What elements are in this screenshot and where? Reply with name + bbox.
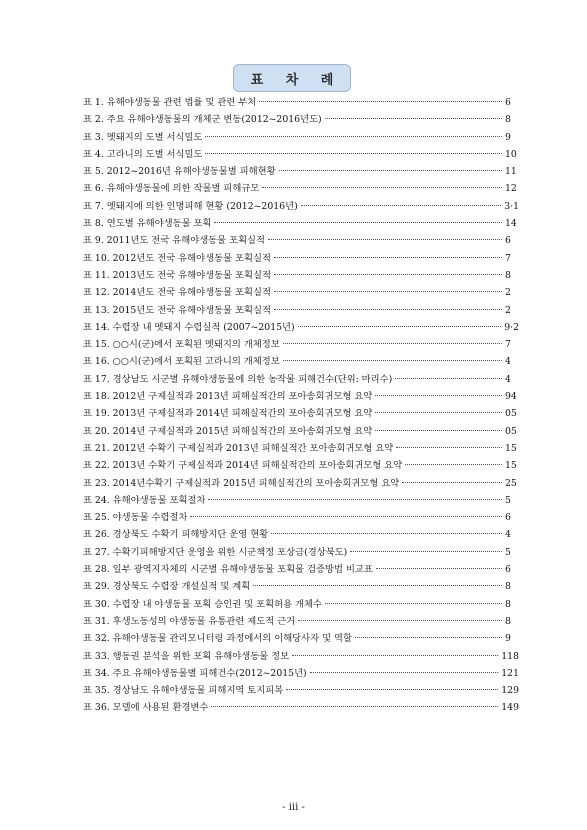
page-title (233, 64, 351, 92)
dot-leader (396, 447, 502, 448)
toc-entry[interactable] (83, 94, 519, 111)
dot-leader (208, 499, 502, 500)
toc-entry-page: 149 (501, 702, 519, 714)
dot-leader (310, 672, 499, 673)
toc-entry[interactable] (83, 630, 519, 647)
dot-leader (283, 360, 502, 361)
toc-entry-title: 표 21. 2012년 수확기 구제실적과 2013년 피해실적간 포아송회귀모형 요약 (83, 442, 394, 454)
dot-leader (274, 257, 502, 258)
toc-entry-title: 표 34. 주요 유해야생동물별 피해건수(2012~2015년) (83, 667, 307, 679)
toc-entry-title: 표 19. 2013년 구제실적과 2014년 피해실적간의 포아송회귀모형 요약 (83, 408, 373, 420)
dot-leader (375, 430, 502, 431)
toc-entry-title: 표 10. 2012년도 전국 유해야생동물 포획실적 (83, 252, 271, 264)
toc-entry-page: 8 (505, 581, 511, 593)
toc-entry-page: 9·2 (504, 321, 519, 333)
toc-entry[interactable] (83, 613, 519, 630)
toc-entry-title: 표 22. 2013년 수확기 구제실적과 2014년 피해실적간의 포아송회귀모형 요약 (83, 460, 403, 472)
toc-entry[interactable] (83, 302, 519, 319)
toc-entry-page: 4 (505, 373, 511, 385)
toc-entry[interactable] (83, 682, 519, 699)
toc-entry-title: 표 23. 2014년수확기 구제실적과 2015년 피해실적간의 포아송회귀모형 요약 (83, 477, 400, 489)
toc-entry-page: 94 (505, 391, 517, 403)
dot-leader (262, 187, 502, 188)
dot-leader (205, 136, 502, 137)
dot-leader (292, 655, 498, 656)
toc-entry-title: 표 1. 유해야생동물 관련 법률 및 관련 부처 (83, 97, 257, 108)
toc-entry[interactable] (83, 440, 519, 457)
toc-entry-title: 표 15. ○○시(군)에서 포획된 멧돼지의 개체정보 (83, 339, 280, 351)
dot-leader (190, 516, 502, 517)
toc-entry[interactable] (83, 371, 519, 388)
toc-entry-title: 표 4. 고라니의 도별 서식밀도 (83, 148, 203, 160)
toc-entry-page: 14 (505, 218, 517, 230)
toc-entry-title: 표 6. 유해야생동물에 의한 작물별 피해규모 (83, 183, 260, 195)
toc-entry-page: 25 (505, 477, 517, 489)
dot-leader (355, 637, 502, 638)
toc-entry[interactable] (83, 699, 519, 716)
toc-entry[interactable] (83, 457, 519, 474)
toc-entry-page: 10 (505, 148, 517, 160)
dot-leader (283, 343, 502, 344)
toc-entry-page: 129 (501, 685, 519, 697)
toc-entry-page: 6 (505, 564, 511, 576)
toc-entry-page: 8 (505, 114, 511, 126)
toc-entry-page: 8 (505, 615, 511, 627)
toc-entry-title: 표 12. 2014년도 전국 유해야생동물 포획실적 (83, 287, 271, 299)
page-number: - iii - (282, 802, 305, 813)
dot-leader (325, 118, 502, 119)
toc-entry[interactable] (83, 578, 519, 595)
dot-leader (271, 533, 502, 534)
toc-entry-page: 6 (505, 97, 511, 108)
toc-entry[interactable] (83, 319, 519, 336)
dot-leader (298, 620, 502, 621)
dot-leader (274, 309, 502, 310)
toc-entry[interactable] (83, 232, 519, 249)
toc-entry[interactable] (83, 492, 519, 509)
toc-entry-title: 표 7. 멧돼지에 의한 인명피해 현황 (2012~2016년) (83, 200, 298, 212)
dot-leader (214, 222, 502, 223)
toc-entry-title: 표 18. 2012년 구제실적과 2013년 피해실적간의 포아송회귀모형 요약 (83, 391, 373, 403)
toc-entry[interactable] (83, 250, 519, 267)
toc-entry-page: 15 (505, 442, 517, 454)
toc-entry[interactable] (83, 198, 519, 215)
toc-entry-page: 8 (505, 598, 511, 610)
toc-entry[interactable] (83, 146, 519, 163)
toc-entry-title: 표 11. 2013년도 전국 유해야생동물 포획실적 (83, 269, 271, 281)
toc-entry-title: 표 14. 수렵장 내 멧돼지 수렵실적 (2007~2015년) (83, 321, 295, 333)
dot-leader (402, 482, 502, 483)
toc-entry-title: 표 8. 연도별 유해야생동물 포획 (83, 218, 212, 230)
toc-entry[interactable] (83, 336, 519, 353)
toc-entry-page: 05 (505, 408, 517, 420)
toc-entry-page: 15 (505, 460, 517, 472)
toc-entry[interactable] (83, 423, 519, 440)
dot-leader (268, 239, 502, 240)
toc-entry-page: 05 (505, 425, 517, 437)
toc-entry-title: 표 25. 야생동물 수렵절차 (83, 512, 188, 524)
toc-entry-page: 118 (501, 650, 519, 662)
dot-leader (375, 412, 502, 413)
toc-entry-title: 표 2. 주요 유해야생동물의 개체군 변동(2012~2016년도) (83, 114, 322, 126)
toc-entry-page: 4 (505, 529, 511, 541)
toc-entry-title: 표 3. 멧돼지의 도별 서식밀도 (83, 131, 203, 143)
toc-entry-title: 표 20. 2014년 구제실적과 2015년 피해실적간의 포아송회귀모형 요약 (83, 425, 373, 437)
dot-leader (274, 291, 502, 292)
toc-entry[interactable] (83, 648, 519, 665)
toc-entry-page: 5 (505, 546, 511, 558)
dot-leader (274, 274, 502, 275)
toc-entry[interactable] (83, 526, 519, 543)
toc-entry-page: 11 (505, 166, 517, 178)
toc-entry[interactable] (83, 596, 519, 613)
toc-entry-title: 표 5. 2012~2016년 유해야생동물별 피해현황 (83, 166, 276, 178)
toc-entry-title: 표 29. 경상북도 수렵장 개설실적 및 계획 (83, 581, 251, 593)
toc-entry-title: 표 16. ○○시(군)에서 포획된 고라니의 개체정보 (83, 356, 280, 368)
toc-entry[interactable] (83, 405, 519, 422)
toc-entry-page: 4 (505, 356, 511, 368)
dot-leader (325, 603, 502, 604)
dot-leader (259, 101, 502, 102)
toc-entry-title: 표 31. 후생노동성의 야생동물 유통관련 제도적 근거 (83, 615, 296, 627)
toc-entry[interactable] (83, 267, 519, 284)
toc-entry-title: 표 33. 행동권 분석을 위한 포획 유해야생동물 정보 (83, 650, 290, 662)
toc-entry[interactable] (83, 544, 519, 561)
toc-entry[interactable] (83, 475, 519, 492)
dot-leader (350, 551, 502, 552)
toc-entry[interactable] (83, 388, 519, 405)
dot-leader (279, 170, 502, 171)
dot-leader (376, 568, 502, 569)
dot-leader (405, 464, 502, 465)
toc-entry[interactable] (83, 163, 519, 180)
toc-entry-page: 5 (505, 494, 511, 506)
toc-entry-page: 3·1 (504, 200, 519, 212)
toc-entry-page: 9 (505, 633, 511, 645)
toc-entry-page: 6 (505, 512, 511, 524)
toc-entry-title: 표 32. 유해야생동물 관리모니터링 과정에서의 이해당사자 및 역할 (83, 633, 352, 645)
toc-entry[interactable] (83, 561, 519, 578)
toc-entry-title: 표 13. 2015년도 전국 유해야생동물 포획실적 (83, 304, 271, 316)
toc-entry[interactable] (83, 284, 519, 301)
toc-entry[interactable] (83, 215, 519, 232)
dot-leader (298, 326, 502, 327)
dot-leader (211, 706, 498, 707)
toc-entry[interactable] (83, 111, 519, 128)
toc-entry-page: 12 (505, 183, 517, 195)
toc-entry-page: 9 (505, 131, 511, 143)
toc-entry[interactable] (83, 180, 519, 197)
toc-entry-page: 7 (505, 339, 511, 351)
dot-leader (205, 153, 502, 154)
toc-entry-title: 표 28. 일부 광역지자체의 시군별 유해야생동물 포획물 검증방법 비교표 (83, 564, 373, 576)
toc-entry-page: 2 (505, 287, 511, 299)
toc-entry[interactable] (83, 509, 519, 526)
dot-leader (253, 585, 502, 586)
toc-entry-title: 표 27. 수확기피해방지단 운영을 위한 시군책정 포상금(경상북도) (83, 546, 348, 558)
dot-leader (301, 205, 502, 206)
dot-leader (395, 378, 502, 379)
toc-entry-page: 7 (505, 252, 511, 264)
page-title-text: 표 차 례 (250, 72, 343, 88)
toc-entry-page: 6 (505, 235, 511, 247)
toc-entry-title: 표 9. 2011년도 전국 유해야생동물 포획실적 (83, 235, 266, 247)
toc-entry[interactable] (83, 353, 519, 370)
toc-entry[interactable] (83, 665, 519, 682)
dot-leader (286, 689, 498, 690)
toc-entry-page: 121 (501, 667, 519, 679)
toc-entry-title: 표 26. 경상북도 수확기 피해방지단 운영 현황 (83, 529, 269, 541)
toc-entry-page: 8 (505, 269, 511, 281)
toc-entry-title: 표 17. 경상남도 시군별 유해야생동물에 의한 농작물 피해건수(단위: 마리수) (83, 373, 393, 385)
toc-entry[interactable] (83, 129, 519, 146)
toc-entry-title: 표 36. 모델에 사용된 환경변수 (83, 702, 209, 714)
dot-leader (375, 395, 502, 396)
toc-entry-page: 2 (505, 304, 511, 316)
toc-entry-title: 표 30. 수렵장 내 야생동물 포획 승인권 및 포획허용 개체수 (83, 598, 322, 610)
toc-entry-title: 표 24. 유해야생동물 포획절차 (83, 494, 206, 506)
table-of-tables (83, 94, 519, 717)
toc-entry-title: 표 35. 경상남도 유해야생동물 피해지역 토지피복 (83, 685, 284, 697)
